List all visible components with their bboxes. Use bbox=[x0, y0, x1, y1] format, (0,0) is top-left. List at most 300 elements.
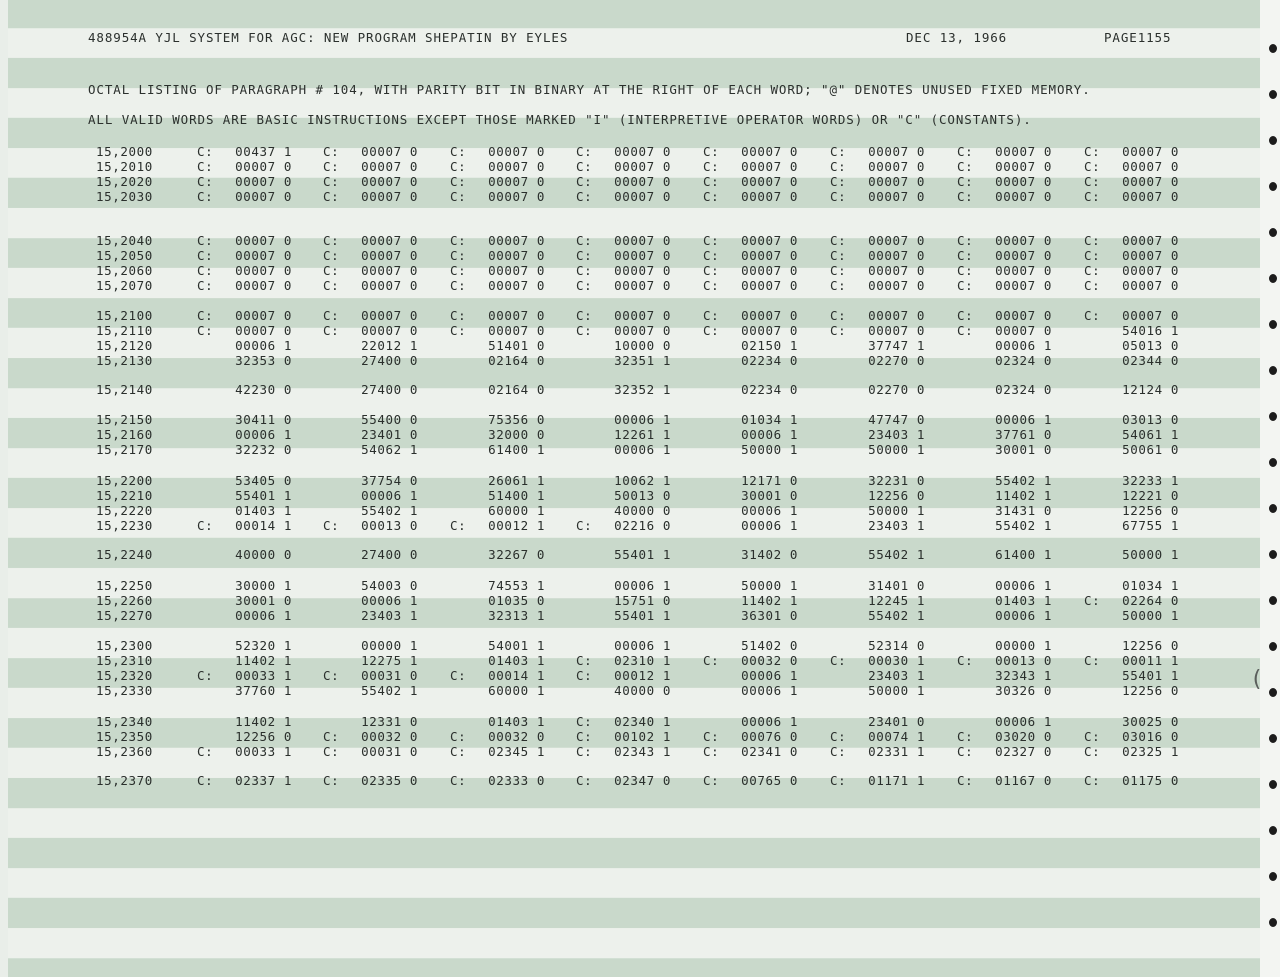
constant-marker: C: bbox=[703, 189, 720, 204]
feed-hole bbox=[1269, 780, 1277, 789]
octal-word: 00007 0 bbox=[488, 308, 545, 323]
constant-marker: C: bbox=[957, 278, 974, 293]
feed-hole bbox=[1269, 90, 1277, 99]
word-address: 15,2020 bbox=[96, 174, 153, 189]
octal-word: 32313 1 bbox=[488, 608, 545, 623]
octal-word: 03020 0 bbox=[995, 729, 1052, 744]
constant-marker: C: bbox=[957, 308, 974, 323]
octal-word: 00007 0 bbox=[361, 323, 418, 338]
constant-marker: C: bbox=[450, 308, 467, 323]
constant-marker: C: bbox=[1084, 189, 1101, 204]
octal-word: 02344 0 bbox=[1122, 353, 1179, 368]
octal-word: 00030 1 bbox=[868, 653, 925, 668]
octal-word: 11402 1 bbox=[741, 593, 798, 608]
constant-marker: C: bbox=[1084, 278, 1101, 293]
octal-word: 00007 0 bbox=[741, 323, 798, 338]
constant-marker: C: bbox=[323, 323, 340, 338]
octal-word: 23401 0 bbox=[361, 427, 418, 442]
constant-marker: C: bbox=[703, 263, 720, 278]
print-date: DEC 13, 1966 bbox=[906, 30, 1008, 45]
constant-marker: C: bbox=[576, 278, 593, 293]
octal-word: 12221 0 bbox=[1122, 488, 1179, 503]
octal-word: 00032 0 bbox=[488, 729, 545, 744]
octal-word: 54061 1 bbox=[1122, 427, 1179, 442]
octal-word: 23403 1 bbox=[868, 518, 925, 533]
feed-hole bbox=[1269, 688, 1277, 697]
octal-word: 02335 0 bbox=[361, 773, 418, 788]
pencil-mark: ( bbox=[1250, 667, 1264, 692]
octal-word: 32232 0 bbox=[235, 442, 292, 457]
octal-word: 31401 0 bbox=[868, 578, 925, 593]
octal-word: 02333 0 bbox=[488, 773, 545, 788]
constant-marker: C: bbox=[197, 323, 214, 338]
octal-word: 00007 0 bbox=[1122, 144, 1179, 159]
octal-word: 00007 0 bbox=[995, 233, 1052, 248]
constant-marker: C: bbox=[576, 773, 593, 788]
word-address: 15,2270 bbox=[96, 608, 153, 623]
constant-marker: C: bbox=[576, 729, 593, 744]
word-address: 15,2250 bbox=[96, 578, 153, 593]
constant-marker: C: bbox=[197, 668, 214, 683]
feed-hole bbox=[1269, 182, 1277, 191]
octal-word: 00032 0 bbox=[361, 729, 418, 744]
octal-word: 00007 0 bbox=[741, 233, 798, 248]
octal-word: 00007 0 bbox=[361, 278, 418, 293]
octal-word: 00007 0 bbox=[1122, 278, 1179, 293]
octal-word: 23403 1 bbox=[361, 608, 418, 623]
octal-word: 01034 1 bbox=[1122, 578, 1179, 593]
feed-hole bbox=[1269, 366, 1277, 375]
constant-marker: C: bbox=[703, 773, 720, 788]
octal-word: 67755 1 bbox=[1122, 518, 1179, 533]
octal-word: 61400 1 bbox=[488, 442, 545, 457]
octal-word: 12256 0 bbox=[868, 488, 925, 503]
octal-word: 36301 0 bbox=[741, 608, 798, 623]
word-address: 15,2200 bbox=[96, 473, 153, 488]
octal-word: 55400 0 bbox=[361, 412, 418, 427]
octal-word: 02327 0 bbox=[995, 744, 1052, 759]
octal-word: 30001 0 bbox=[235, 593, 292, 608]
octal-word: 00032 0 bbox=[741, 653, 798, 668]
octal-word: 00007 0 bbox=[235, 233, 292, 248]
octal-word: 00074 1 bbox=[868, 729, 925, 744]
octal-word: 02337 1 bbox=[235, 773, 292, 788]
constant-marker: C: bbox=[830, 189, 847, 204]
word-address: 15,2240 bbox=[96, 547, 153, 562]
octal-word: 50000 1 bbox=[741, 578, 798, 593]
octal-word: 52320 1 bbox=[235, 638, 292, 653]
octal-word: 23403 1 bbox=[868, 427, 925, 442]
feed-hole bbox=[1269, 596, 1277, 605]
octal-word: 00007 0 bbox=[868, 189, 925, 204]
octal-word: 00007 0 bbox=[995, 263, 1052, 278]
octal-word: 00007 0 bbox=[995, 174, 1052, 189]
octal-word: 00006 1 bbox=[614, 442, 671, 457]
constant-marker: C: bbox=[957, 744, 974, 759]
constant-marker: C: bbox=[197, 233, 214, 248]
octal-word: 00007 0 bbox=[1122, 263, 1179, 278]
octal-word: 00007 0 bbox=[488, 263, 545, 278]
octal-word: 61400 1 bbox=[995, 547, 1052, 562]
constant-marker: C: bbox=[830, 308, 847, 323]
octal-word: 02264 0 bbox=[1122, 593, 1179, 608]
octal-word: 05013 0 bbox=[1122, 338, 1179, 353]
octal-word: 00000 1 bbox=[995, 638, 1052, 653]
constant-marker: C: bbox=[576, 744, 593, 759]
word-address: 15,2320 bbox=[96, 668, 153, 683]
word-address: 15,2060 bbox=[96, 263, 153, 278]
octal-word: 00007 0 bbox=[995, 248, 1052, 263]
octal-word: 42230 0 bbox=[235, 382, 292, 397]
feed-hole bbox=[1269, 918, 1277, 927]
octal-word: 54003 0 bbox=[361, 578, 418, 593]
constant-marker: C: bbox=[323, 744, 340, 759]
octal-word: 11402 1 bbox=[995, 488, 1052, 503]
octal-word: 00437 1 bbox=[235, 144, 292, 159]
word-address: 15,2360 bbox=[96, 744, 153, 759]
word-address: 15,2300 bbox=[96, 638, 153, 653]
constant-marker: C: bbox=[450, 159, 467, 174]
word-address: 15,2030 bbox=[96, 189, 153, 204]
octal-word: 00006 1 bbox=[361, 593, 418, 608]
octal-word: 00007 0 bbox=[741, 159, 798, 174]
octal-word: 37761 0 bbox=[995, 427, 1052, 442]
feed-hole bbox=[1269, 274, 1277, 283]
octal-word: 32352 1 bbox=[614, 382, 671, 397]
octal-word: 00007 0 bbox=[868, 323, 925, 338]
constant-marker: C: bbox=[1084, 729, 1101, 744]
octal-word: 12124 0 bbox=[1122, 382, 1179, 397]
octal-word: 51400 1 bbox=[488, 488, 545, 503]
octal-word: 50000 1 bbox=[1122, 547, 1179, 562]
feed-hole bbox=[1269, 826, 1277, 835]
constant-marker: C: bbox=[450, 263, 467, 278]
constant-marker: C: bbox=[1084, 144, 1101, 159]
octal-word: 01175 0 bbox=[1122, 773, 1179, 788]
octal-word: 00006 1 bbox=[614, 578, 671, 593]
octal-word: 22012 1 bbox=[361, 338, 418, 353]
octal-word: 00006 1 bbox=[741, 518, 798, 533]
word-address: 15,2370 bbox=[96, 773, 153, 788]
octal-word: 52314 0 bbox=[868, 638, 925, 653]
octal-word: 00007 0 bbox=[868, 308, 925, 323]
octal-word: 01403 1 bbox=[235, 503, 292, 518]
octal-word: 00006 1 bbox=[995, 338, 1052, 353]
constant-marker: C: bbox=[323, 773, 340, 788]
octal-word: 12256 0 bbox=[1122, 638, 1179, 653]
constant-marker: C: bbox=[323, 144, 340, 159]
octal-word: 40000 0 bbox=[614, 503, 671, 518]
word-address: 15,2100 bbox=[96, 308, 153, 323]
constant-marker: C: bbox=[450, 744, 467, 759]
octal-word: 00007 0 bbox=[741, 248, 798, 263]
constant-marker: C: bbox=[703, 174, 720, 189]
constant-marker: C: bbox=[830, 233, 847, 248]
constant-marker: C: bbox=[576, 308, 593, 323]
octal-word: 00007 0 bbox=[361, 189, 418, 204]
constant-marker: C: bbox=[450, 668, 467, 683]
octal-word: 55401 1 bbox=[235, 488, 292, 503]
octal-word: 55402 1 bbox=[868, 547, 925, 562]
octal-word: 51402 0 bbox=[741, 638, 798, 653]
octal-word: 12256 0 bbox=[1122, 503, 1179, 518]
octal-word: 00007 0 bbox=[614, 189, 671, 204]
word-address: 15,2260 bbox=[96, 593, 153, 608]
octal-word: 02324 0 bbox=[995, 353, 1052, 368]
constant-marker: C: bbox=[830, 323, 847, 338]
octal-word: 00007 0 bbox=[614, 144, 671, 159]
constant-marker: C: bbox=[957, 773, 974, 788]
constant-marker: C: bbox=[450, 518, 467, 533]
octal-word: 32353 0 bbox=[235, 353, 292, 368]
intro-line-2: ALL VALID WORDS ARE BASIC INSTRUCTIONS EXCEPT THOSE MARKED "I" (INTERPRETIVE OPERATOR WORDS) OR "C" (CONSTANTS). bbox=[88, 112, 1032, 127]
octal-word: 00006 1 bbox=[235, 338, 292, 353]
octal-word: 00007 0 bbox=[741, 278, 798, 293]
octal-word: 00007 0 bbox=[1122, 159, 1179, 174]
constant-marker: C: bbox=[323, 263, 340, 278]
octal-word: 00007 0 bbox=[488, 323, 545, 338]
constant-marker: C: bbox=[830, 248, 847, 263]
octal-word: 00007 0 bbox=[235, 174, 292, 189]
word-address: 15,2130 bbox=[96, 353, 153, 368]
constant-marker: C: bbox=[576, 668, 593, 683]
constant-marker: C: bbox=[703, 144, 720, 159]
constant-marker: C: bbox=[830, 773, 847, 788]
octal-word: 10000 0 bbox=[614, 338, 671, 353]
constant-marker: C: bbox=[703, 744, 720, 759]
octal-word: 12331 0 bbox=[361, 714, 418, 729]
octal-word: 00007 0 bbox=[614, 248, 671, 263]
constant-marker: C: bbox=[323, 159, 340, 174]
octal-word: 30001 0 bbox=[741, 488, 798, 503]
octal-word: 02310 1 bbox=[614, 653, 671, 668]
constant-marker: C: bbox=[197, 144, 214, 159]
octal-word: 02345 1 bbox=[488, 744, 545, 759]
constant-marker: C: bbox=[830, 729, 847, 744]
octal-word: 32351 1 bbox=[614, 353, 671, 368]
octal-word: 32233 1 bbox=[1122, 473, 1179, 488]
octal-word: 00007 0 bbox=[361, 233, 418, 248]
constant-marker: C: bbox=[957, 174, 974, 189]
constant-marker: C: bbox=[197, 518, 214, 533]
constant-marker: C: bbox=[450, 729, 467, 744]
octal-word: 55402 1 bbox=[361, 503, 418, 518]
constant-marker: C: bbox=[1084, 308, 1101, 323]
octal-word: 01167 0 bbox=[995, 773, 1052, 788]
octal-word: 02325 1 bbox=[1122, 744, 1179, 759]
constant-marker: C: bbox=[703, 248, 720, 263]
constant-marker: C: bbox=[703, 233, 720, 248]
octal-word: 00007 0 bbox=[741, 174, 798, 189]
constant-marker: C: bbox=[576, 248, 593, 263]
constant-marker: C: bbox=[576, 174, 593, 189]
octal-word: 27400 0 bbox=[361, 353, 418, 368]
octal-word: 30001 0 bbox=[995, 442, 1052, 457]
octal-word: 12171 0 bbox=[741, 473, 798, 488]
constant-marker: C: bbox=[323, 729, 340, 744]
constant-marker: C: bbox=[450, 248, 467, 263]
constant-marker: C: bbox=[703, 159, 720, 174]
octal-word: 50000 1 bbox=[868, 442, 925, 457]
octal-word: 00011 1 bbox=[1122, 653, 1179, 668]
octal-word: 00006 1 bbox=[995, 412, 1052, 427]
octal-word: 00007 0 bbox=[614, 263, 671, 278]
word-address: 15,2160 bbox=[96, 427, 153, 442]
octal-word: 00006 1 bbox=[235, 427, 292, 442]
octal-word: 01034 1 bbox=[741, 412, 798, 427]
constant-marker: C: bbox=[197, 248, 214, 263]
octal-word: 02324 0 bbox=[995, 382, 1052, 397]
octal-word: 00006 1 bbox=[614, 412, 671, 427]
octal-word: 11402 1 bbox=[235, 714, 292, 729]
octal-word: 30025 0 bbox=[1122, 714, 1179, 729]
octal-word: 00007 0 bbox=[235, 159, 292, 174]
octal-word: 02347 0 bbox=[614, 773, 671, 788]
octal-word: 02150 1 bbox=[741, 338, 798, 353]
constant-marker: C: bbox=[1084, 248, 1101, 263]
octal-word: 00014 1 bbox=[235, 518, 292, 533]
constant-marker: C: bbox=[957, 233, 974, 248]
constant-marker: C: bbox=[576, 263, 593, 278]
octal-word: 01035 0 bbox=[488, 593, 545, 608]
octal-word: 00007 0 bbox=[741, 263, 798, 278]
octal-word: 00031 0 bbox=[361, 668, 418, 683]
octal-word: 31431 0 bbox=[995, 503, 1052, 518]
octal-word: 00031 0 bbox=[361, 744, 418, 759]
octal-word: 50000 1 bbox=[868, 683, 925, 698]
word-address: 15,2110 bbox=[96, 323, 153, 338]
constant-marker: C: bbox=[450, 174, 467, 189]
octal-word: 26061 1 bbox=[488, 473, 545, 488]
constant-marker: C: bbox=[450, 278, 467, 293]
octal-word: 00007 0 bbox=[488, 159, 545, 174]
octal-word: 00007 0 bbox=[614, 278, 671, 293]
word-address: 15,2210 bbox=[96, 488, 153, 503]
constant-marker: C: bbox=[576, 189, 593, 204]
octal-word: 00007 0 bbox=[1122, 233, 1179, 248]
octal-word: 15751 0 bbox=[614, 593, 671, 608]
octal-word: 02164 0 bbox=[488, 382, 545, 397]
octal-word: 54062 1 bbox=[361, 442, 418, 457]
octal-word: 00006 1 bbox=[741, 427, 798, 442]
intro-line-1: OCTAL LISTING OF PARAGRAPH # 104, WITH PARITY BIT IN BINARY AT THE RIGHT OF EACH WORD; "@" DENOTES UNUSED FIXED MEMORY. bbox=[88, 82, 1091, 97]
octal-word: 00012 1 bbox=[488, 518, 545, 533]
octal-word: 55401 1 bbox=[1122, 668, 1179, 683]
octal-word: 11402 1 bbox=[235, 653, 292, 668]
constant-marker: C: bbox=[957, 144, 974, 159]
octal-word: 32267 0 bbox=[488, 547, 545, 562]
constant-marker: C: bbox=[323, 668, 340, 683]
constant-marker: C: bbox=[323, 189, 340, 204]
word-address: 15,2050 bbox=[96, 248, 153, 263]
constant-marker: C: bbox=[1084, 653, 1101, 668]
octal-word: 00007 0 bbox=[488, 248, 545, 263]
word-address: 15,2010 bbox=[96, 159, 153, 174]
feed-hole bbox=[1269, 550, 1277, 559]
octal-word: 50061 0 bbox=[1122, 442, 1179, 457]
octal-word: 00007 0 bbox=[361, 308, 418, 323]
octal-word: 55402 1 bbox=[868, 608, 925, 623]
octal-word: 02234 0 bbox=[741, 382, 798, 397]
octal-word: 00007 0 bbox=[741, 308, 798, 323]
octal-word: 00006 1 bbox=[995, 608, 1052, 623]
octal-word: 00006 1 bbox=[741, 683, 798, 698]
constant-marker: C: bbox=[1084, 174, 1101, 189]
constant-marker: C: bbox=[703, 308, 720, 323]
octal-word: 00007 0 bbox=[614, 323, 671, 338]
constant-marker: C: bbox=[197, 308, 214, 323]
octal-word: 02341 0 bbox=[741, 744, 798, 759]
feed-hole bbox=[1269, 44, 1277, 53]
feed-hole bbox=[1269, 228, 1277, 237]
octal-word: 53405 0 bbox=[235, 473, 292, 488]
word-address: 15,2040 bbox=[96, 233, 153, 248]
octal-word: 40000 0 bbox=[614, 683, 671, 698]
octal-word: 01171 1 bbox=[868, 773, 925, 788]
octal-word: 00007 0 bbox=[361, 174, 418, 189]
octal-word: 00007 0 bbox=[361, 144, 418, 159]
octal-word: 00007 0 bbox=[235, 248, 292, 263]
octal-word: 30326 0 bbox=[995, 683, 1052, 698]
constant-marker: C: bbox=[830, 263, 847, 278]
word-address: 15,2150 bbox=[96, 412, 153, 427]
printout-page bbox=[8, 0, 1260, 977]
octal-word: 55402 1 bbox=[995, 473, 1052, 488]
constant-marker: C: bbox=[197, 278, 214, 293]
constant-marker: C: bbox=[957, 729, 974, 744]
octal-word: 50000 1 bbox=[741, 442, 798, 457]
octal-word: 37747 1 bbox=[868, 338, 925, 353]
constant-marker: C: bbox=[957, 323, 974, 338]
constant-marker: C: bbox=[323, 518, 340, 533]
octal-word: 00033 1 bbox=[235, 668, 292, 683]
octal-word: 00014 1 bbox=[488, 668, 545, 683]
octal-word: 32231 0 bbox=[868, 473, 925, 488]
octal-word: 30000 1 bbox=[235, 578, 292, 593]
octal-word: 00765 0 bbox=[741, 773, 798, 788]
octal-word: 00007 0 bbox=[488, 144, 545, 159]
feed-hole bbox=[1269, 136, 1277, 145]
octal-word: 00007 0 bbox=[995, 323, 1052, 338]
octal-word: 00007 0 bbox=[868, 263, 925, 278]
octal-word: 00007 0 bbox=[488, 174, 545, 189]
constant-marker: C: bbox=[450, 189, 467, 204]
octal-word: 00007 0 bbox=[868, 248, 925, 263]
octal-word: 00007 0 bbox=[235, 278, 292, 293]
octal-word: 00007 0 bbox=[1122, 248, 1179, 263]
constant-marker: C: bbox=[1084, 744, 1101, 759]
feed-hole bbox=[1269, 412, 1277, 421]
octal-word: 54016 1 bbox=[1122, 323, 1179, 338]
word-address: 15,2310 bbox=[96, 653, 153, 668]
octal-word: 00076 0 bbox=[741, 729, 798, 744]
octal-word: 00007 0 bbox=[868, 278, 925, 293]
constant-marker: C: bbox=[576, 518, 593, 533]
octal-word: 00007 0 bbox=[361, 263, 418, 278]
octal-word: 00007 0 bbox=[1122, 174, 1179, 189]
word-address: 15,2000 bbox=[96, 144, 153, 159]
octal-word: 02331 1 bbox=[868, 744, 925, 759]
octal-word: 00006 1 bbox=[995, 714, 1052, 729]
octal-word: 00033 1 bbox=[235, 744, 292, 759]
octal-word: 12275 1 bbox=[361, 653, 418, 668]
octal-word: 50000 1 bbox=[1122, 608, 1179, 623]
octal-word: 03016 0 bbox=[1122, 729, 1179, 744]
feed-hole bbox=[1269, 458, 1277, 467]
octal-word: 00007 0 bbox=[614, 174, 671, 189]
octal-word: 55401 1 bbox=[614, 608, 671, 623]
constant-marker: C: bbox=[576, 714, 593, 729]
